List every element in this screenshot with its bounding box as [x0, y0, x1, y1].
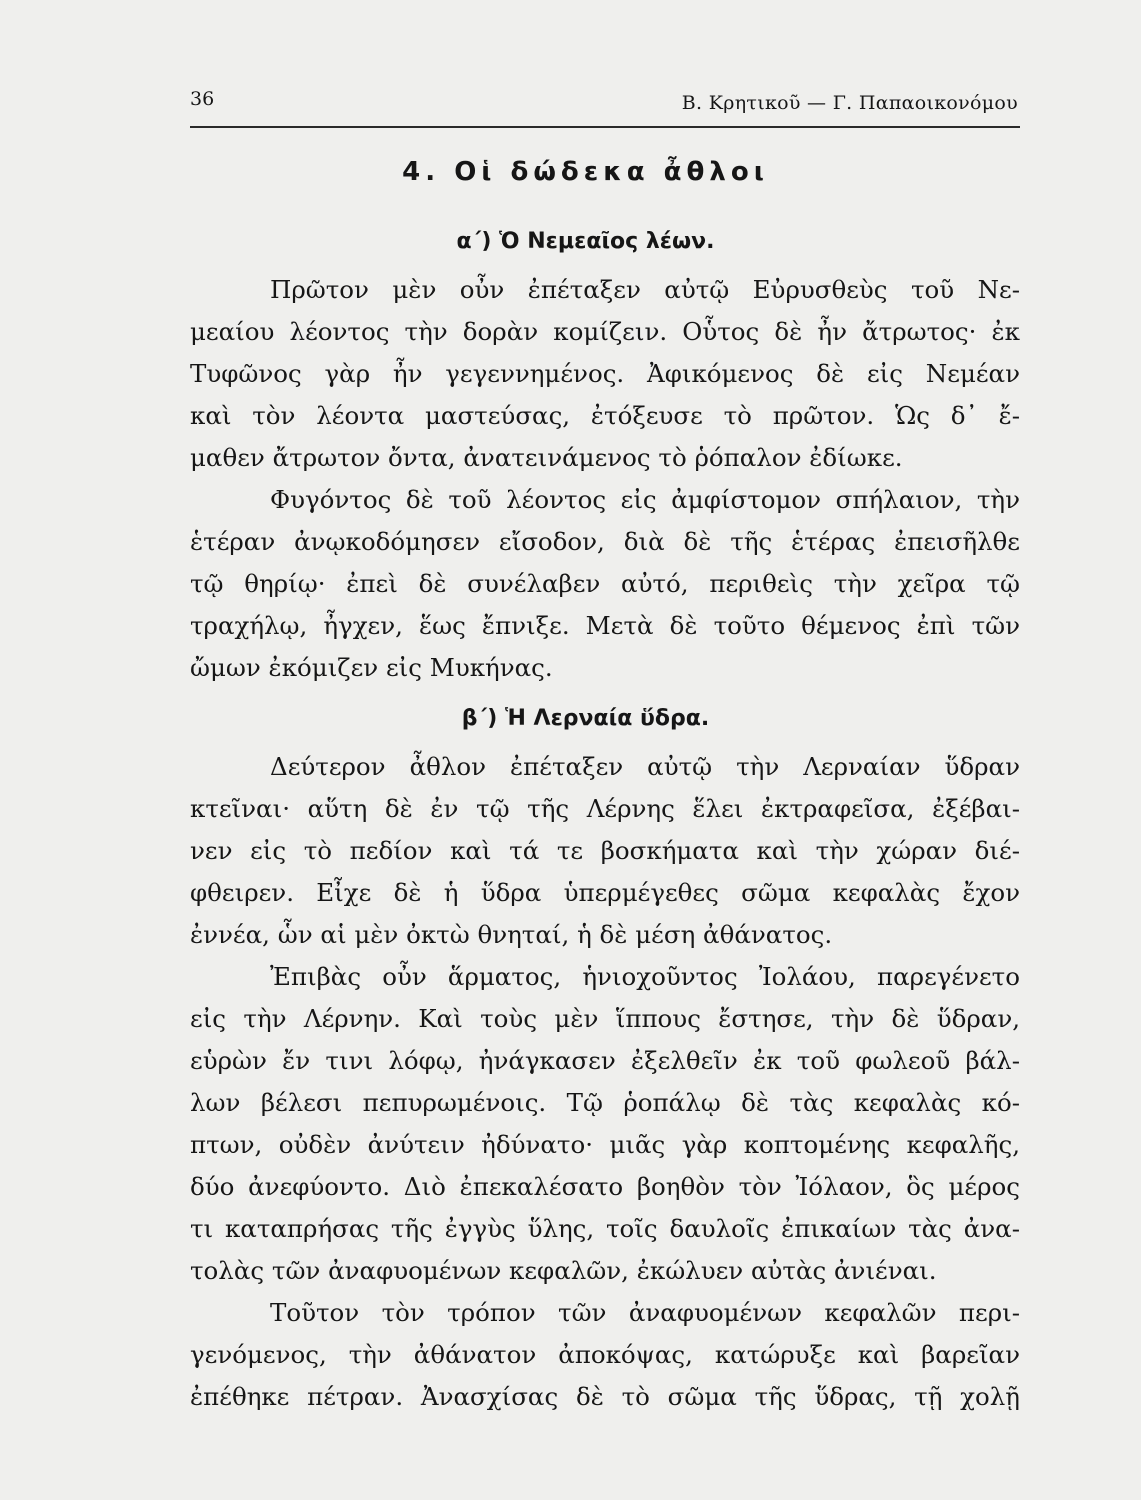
text-line: τολὰς τῶν ἀναφυομένων κεφαλῶν, ἐκώλυεν αὐτὰς ἀνιέναι.: [190, 1256, 937, 1285]
text-line: ἐννέα, ὧν αἱ μὲν ὀκτὼ θνηταί, ἡ δὲ μέση ἀθάνατος.: [190, 920, 833, 949]
text-line: μαθεν ἄτρωτον ὄντα, ἀνατεινάμενος τὸ ῥόπαλον ἐδίωκε.: [190, 443, 903, 472]
chapter-title: 4. Οἱ δώδεκα ἆθλοι: [402, 157, 769, 187]
text-line: Φυγόντος δὲ τοῦ λέοντος εἰς ἀμφίστομον σπήλαιον, τὴν: [270, 485, 1020, 514]
text-line: δύο ἀνεφύοντο. Διὸ ἐπεκαλέσατο βοηθὸν τὸν Ἰόλαον, ὃς μέρος: [190, 1172, 1020, 1201]
page-number: 36: [190, 88, 215, 110]
text-line: ὤμων ἐκόμιζεν εἰς Μυκήνας.: [190, 653, 553, 682]
text-line: λων βέλεσι πεπυρωμένοις. Τῷ ῥοπάλῳ δὲ τὰς κεφαλὰς κό-: [190, 1088, 1020, 1117]
text-line: καὶ τὸν λέοντα μαστεύσας, ἐτόξευσε τὸ πρῶτον. Ὡς δ᾿ ἔ-: [190, 401, 1020, 430]
text-line: Ἐπιβὰς οὖν ἅρματος, ἡνιοχοῦντος Ἰολάου, παρεγένετο: [270, 962, 1020, 991]
text-line: Τυφῶνος γὰρ ἦν γεγεννημένος. Ἀφικόμενος δὲ εἰς Νεμέαν: [190, 359, 1020, 388]
running-head: Β. Κρητικοῦ — Γ. Παπαοικονόμου: [681, 92, 1018, 114]
text-line: εἰς τὴν Λέρνην. Καὶ τοὺς μὲν ἵππους ἔστησε, τὴν δὲ ὕδραν,: [190, 1004, 1020, 1033]
text-line: γενόμενος, τὴν ἀθάνατον ἀποκόψας, κατώρυξε καὶ βαρεῖαν: [190, 1340, 1020, 1369]
section-title-lernaean-hydra: β΄) Ἡ Λερναία ὕδρα.: [461, 706, 710, 731]
text-line: τι καταπρήσας τῆς ἐγγὺς ὕλης, τοῖς δαυλοῖς ἐπικαίων τὰς ἀνα-: [190, 1214, 1020, 1243]
section-title-nemean-lion: α΄) Ὁ Νεμεαῖος λέων.: [456, 229, 715, 254]
text-line: τῷ θηρίῳ· ἐπεὶ δὲ συνέλαβεν αὐτό, περιθεὶς τὴν χεῖρα τῷ: [190, 569, 1020, 598]
text-line: μεαίου λέοντος τὴν δορὰν κομίζειν. Οὗτος δὲ ἦν ἄτρωτος· ἐκ: [190, 317, 1020, 346]
text-line: κτεῖναι· αὕτη δὲ ἐν τῷ τῆς Λέρνης ἕλει ἐκτραφεῖσα, ἐξέβαι-: [190, 794, 1020, 823]
text-line: εὑρὼν ἔν τινι λόφῳ, ἠνάγκασεν ἐξελθεῖν ἐκ τοῦ φωλεοῦ βάλ-: [190, 1046, 1020, 1075]
page-header: [190, 84, 1020, 128]
text-line: Τοῦτον τὸν τρόπον τῶν ἀναφυομένων κεφαλῶν περι-: [270, 1298, 1020, 1327]
text-line: τραχήλῳ, ἦγχεν, ἕως ἔπνιξε. Μετὰ δὲ τοῦτο θέμενος ἐπὶ τῶν: [190, 611, 1020, 640]
text-line: Πρῶτον μὲν οὖν ἐπέταξεν αὐτῷ Εὐρυσθεὺς τοῦ Νε-: [270, 275, 1020, 304]
text-line: νεν εἰς τὸ πεδίον καὶ τά τε βοσκήματα καὶ τὴν χώραν διέ-: [190, 836, 1020, 865]
text-line: φθειρεν. Εἶχε δὲ ἡ ὕδρα ὑπερμέγεθες σῶμα κεφαλὰς ἔχον: [190, 878, 1020, 907]
text-line: πτων, οὐδὲν ἀνύτειν ἠδύνατο· μιᾶς γὰρ κοπτομένης κεφαλῆς,: [190, 1130, 1020, 1159]
text-line: ἐπέθηκε πέτραν. Ἀνασχίσας δὲ τὸ σῶμα τῆς ὕδρας, τῇ χολῇ: [190, 1382, 1020, 1411]
text-line: Δεύτερον ἆθλον ἐπέταξεν αὐτῷ τὴν Λερναίαν ὕδραν: [270, 752, 1020, 781]
text-line: ἑτέραν ἀνῳκοδόμησεν εἴσοδον, διὰ δὲ τῆς ἑτέρας ἐπεισῆλθε: [190, 527, 1020, 556]
